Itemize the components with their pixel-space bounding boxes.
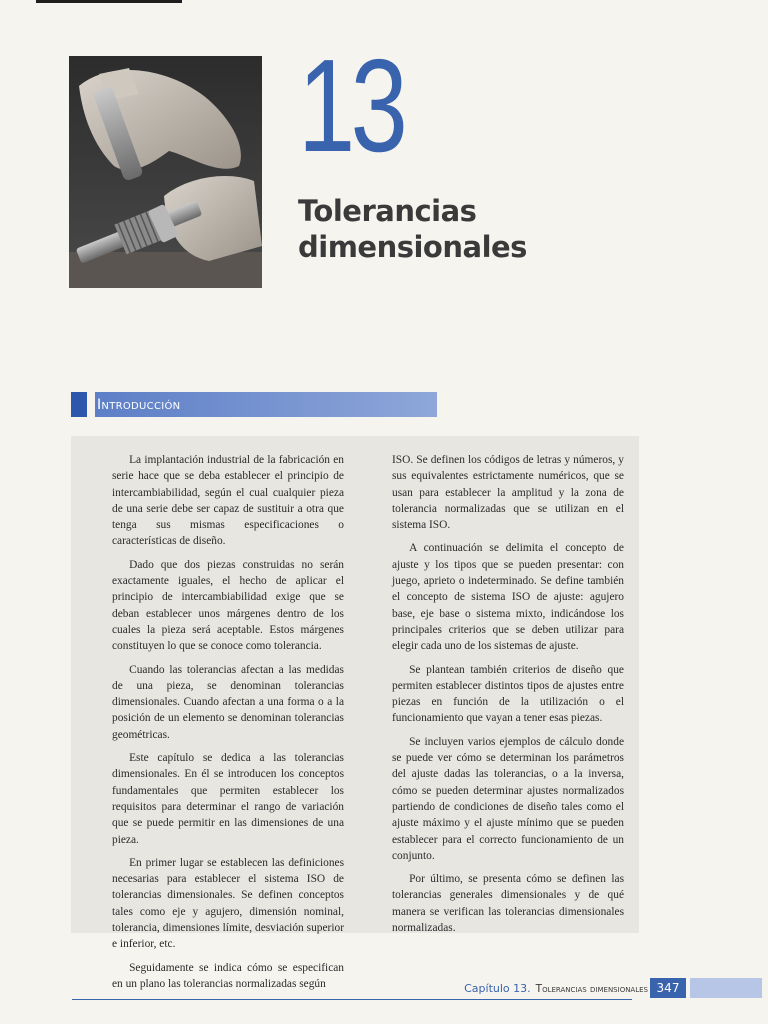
paragraph: Se incluyen varios ejemplos de cálculo donde se puede ver cómo se determinan los parámetros del ajuste dadas las tolerancias, o a la inversa, cómo se pueden determinar ajustes normalizados partiendo de condiciones de diseño tales como el ajuste máximo y el ajuste mínimo que se pueden establecer para el correcto funcionamiento de un conjunto. bbox=[392, 735, 624, 862]
page-number: 347 bbox=[650, 978, 686, 998]
paragraph: Este capítulo se dedica a las tolerancias dimensionales. En él se introducen los conceptos fundamentales que permiten establecer los requisitos para determinar el rango de variación que se puede permitir en las dimensiones de una pieza. bbox=[112, 752, 344, 846]
paragraph: Se plantean también criterios de diseño que permiten establecer distintos tipos de ajustes entre piezas en función de la utilización o el funcionamiento que vayan a tener esas piezas. bbox=[392, 663, 624, 725]
chapter-title-line1: Tolerancias bbox=[298, 194, 477, 228]
paragraph: Dado que dos piezas construidas no serán exactamente iguales, el hecho de aplicar el principio de intercambiabilidad exige que se deban establecer unos márgenes dentro de los cuales la pieza será aceptable. Estos márgenes constituyen lo que se conoce como tolerancia. bbox=[112, 558, 344, 653]
page-number-tab bbox=[690, 978, 762, 998]
paragraph: En primer lugar se establecen las definiciones necesarias para establecer el sistema ISO de tolerancias dimensionales. Se definen conceptos tales como eje y agujero, dimensión nominal, tolerancia, dimensiones límite, desviación superior e inferior, etc. bbox=[112, 856, 344, 951]
section-heading-band bbox=[95, 392, 437, 417]
paragraph: A continuación se delimita el concepto de ajuste y los tipos que se pueden presentar: con juego, aprieto o indeterminado. Se define también el concepto de sistema ISO de ajuste: agujero base, eje base o sistema mixto, indicándose los principales criterios que se deben utilizar para elegir cada uno de los sistemas de ajuste. bbox=[392, 542, 624, 653]
paragraph: Cuando las tolerancias afectan a las medidas de una pieza, se denominan tolerancias dimensionales. Cuando afectan a una forma o a la posición de un elemento se denominan tolerancias geométricas. bbox=[112, 663, 344, 741]
paragraph: Por último, se presenta cómo se definen las tolerancias generales dimensionales y de qué manera se verifican las tolerancias dimensionales normalizadas. bbox=[392, 873, 624, 935]
section-marker-block bbox=[71, 392, 87, 417]
section-heading bbox=[71, 392, 437, 417]
chapter-photo-caliper bbox=[69, 56, 262, 288]
running-footer bbox=[464, 982, 648, 995]
paragraph: La implantación industrial de la fabricación en serie hace que se deba establecer el principio de intercambiabilidad, según el cual cualquier pieza de una serie debe ser capaz de sustituir a otra que tenga sus mismas especificaciones o características de diseño. bbox=[112, 454, 344, 548]
intro-column-left bbox=[112, 452, 344, 999]
section-heading-label: Introducción bbox=[97, 396, 181, 413]
top-rule bbox=[36, 0, 182, 3]
chapter-title bbox=[298, 193, 527, 265]
footer-rule bbox=[72, 999, 632, 1000]
paragraph: Seguidamente se indica cómo se especifican en un plano las tolerancias normalizadas según bbox=[112, 961, 344, 990]
chapter-number: 13 bbox=[298, 32, 404, 179]
caliper-hands-image bbox=[69, 56, 262, 288]
chapter-title-line2: dimensionales bbox=[298, 230, 527, 264]
footer-chapter-label: Capítulo 13. bbox=[464, 982, 531, 995]
paragraph-continued: ISO. Se definen los códigos de letras y números, y sus equivalentes estrictamente numéricos, que se usan para establecer la amplitud y la zona de tolerancia normalizadas que se utilizan en el sistema ISO. bbox=[392, 454, 624, 532]
intro-column-right bbox=[392, 452, 624, 943]
footer-chapter-name: Tolerancias dimensionales bbox=[535, 983, 648, 995]
